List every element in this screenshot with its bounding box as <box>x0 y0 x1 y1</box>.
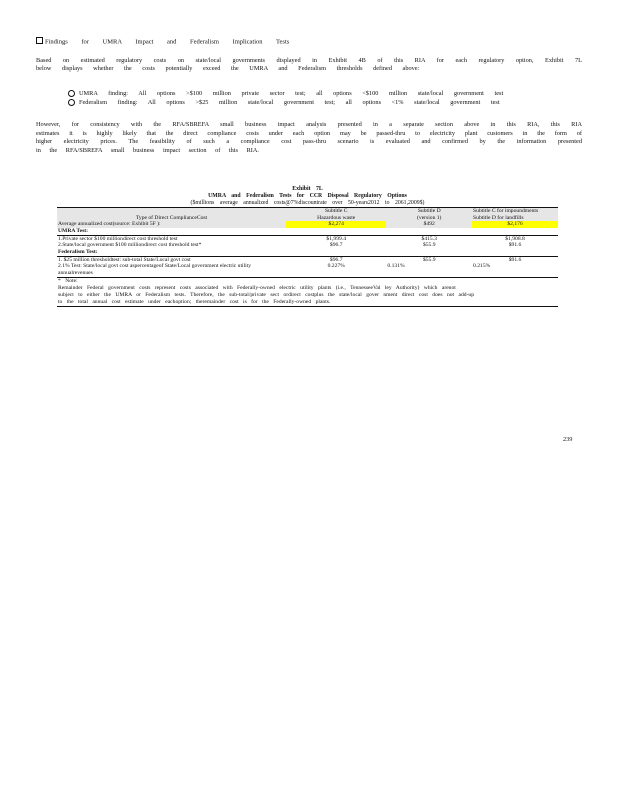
intro-line-1: Based on estimated regulatory costs on state/local governments displayed in Exhibit 4B of this RIA for each regulatory option, Exhibit 7L <box>36 57 582 64</box>
avg-cost-label: Average annualized cost(source: Exhibit 5F ): <box>57 221 286 228</box>
header-type <box>57 207 286 221</box>
header-subtitle-c <box>286 207 386 221</box>
header-cd-line1: Subtitle C for impoundments <box>473 207 539 214</box>
fed-row-1-c: $96.7 <box>286 256 386 263</box>
umra-finding-text: UMRA finding: All options >$100 million private sector test; all options <$100 million state/local government test <box>79 89 504 97</box>
exhibit-subtitle: UMRA and Federalism Tests for CCR Disposal Regulatory Options <box>208 192 407 199</box>
fed-row-2-cd: 0.215% <box>473 263 491 270</box>
federalism-finding-text: Federalism finding: All options >$25 million state/local government test; all options <1% state/local government test <box>79 98 500 106</box>
section-title <box>36 37 289 47</box>
header-subtitle-cd <box>472 207 558 221</box>
table-row <box>57 221 558 228</box>
exhibit-units: ($millions average annualized costs@7%discountrate over 50-years2012 to 2061,2009$) <box>190 199 425 206</box>
fed-row-2-label: 2.1% Test: State/local govt cost aspercentageof State/Local government electric utility annualrevenues <box>58 263 252 277</box>
passthru-line-2: estimates it is highly likely that the direct compliance costs under each option may be passed-thru to electricity plant customers in the form of <box>36 129 582 137</box>
avg-cost-c: $2,274 <box>286 221 386 228</box>
header-c-line1: Subtitle C <box>324 207 348 214</box>
table-row <box>57 228 558 235</box>
exhibit-heading <box>57 186 558 207</box>
header-subtitle-d <box>386 207 472 221</box>
fed-row-2-d: 0.131% <box>387 263 405 270</box>
federalism-finding-item <box>68 98 548 107</box>
header-type-label: Type of Direct ComplianceCost <box>135 214 208 221</box>
bullet-circle-icon <box>68 90 75 97</box>
passthru-line-4: in the RFA/SBREFA small business impact section of this RIA. <box>36 146 259 154</box>
exhibit-title: Exhibit 7L <box>292 186 323 192</box>
table-note <box>57 277 558 306</box>
page-number: 239 <box>563 436 573 443</box>
umra-finding-item <box>68 89 548 98</box>
avg-cost-d: $492 <box>386 221 472 228</box>
section-title-text: Findings for UMRA Impact and Federalism Implication Tests <box>45 38 290 46</box>
note-line-3: to the total annual cost estimate under eachoption; theremainder cost is for the Federally-owned plants. <box>58 298 331 305</box>
umra-row-2-d: $55.9 <box>422 242 436 249</box>
umra-heading: UMRA Test: <box>58 227 88 234</box>
table-row <box>57 249 558 256</box>
checkbox-icon <box>36 37 43 44</box>
umra-row-1-d: $415.3 <box>386 235 472 242</box>
umra-row-2-cd: $91.6 <box>508 242 522 249</box>
header-d-line1: Subtitle D <box>417 207 441 214</box>
note-line-1: Remainder Federal government costs represent costs associated with Federally-owned electric utility plants (i.e., TennesseeVal ley Authority) which arenot <box>58 284 456 291</box>
passthru-line-3: higher electricity prices. The feasibility of such a compliance cost pass-thru scenario is evaluated and confirmed by the information presented <box>36 138 582 146</box>
intro-paragraph <box>36 57 582 73</box>
fed-row-2-c: 0.227% <box>327 263 345 270</box>
exhibit-table <box>57 207 558 307</box>
fed-row-1-label: 1. $25 million thresholdtest: sub-total State/Local govt cost <box>57 256 286 263</box>
federalism-heading: Federalism Test: <box>58 249 98 256</box>
umra-row-1-label: 1.Private sector $100 milliondirect cost threshold test <box>57 235 286 242</box>
umra-row-2-label: 2.State/local government $100 milliondirect cost threshold test* <box>58 242 202 249</box>
table-row <box>57 277 558 306</box>
note-label: * Note: <box>58 277 78 284</box>
bullet-circle-icon <box>68 99 75 106</box>
fed-row-1-d: $55.9 <box>386 256 472 263</box>
passthru-line-1: However, for consistency with the RFA/SBREFA small business impact analysis presented in a separate section above in this RIA, this RIA <box>36 121 582 128</box>
table-row <box>57 263 558 277</box>
avg-cost-cd: $2,176 <box>472 221 558 228</box>
header-d-line2: (version 1) <box>417 214 442 221</box>
header-cd-line2: Subtitle D for landfills <box>473 214 524 221</box>
table-row <box>57 242 558 249</box>
findings-list <box>68 89 548 107</box>
table-header-row <box>57 207 558 221</box>
fed-row-1-cd: $91.6 <box>472 256 558 263</box>
exhibit-7l <box>57 186 558 307</box>
umra-row-2-c: $96.7 <box>329 242 343 249</box>
intro-line-2: below displays whether the costs potentially exceed the UMRA and Federalism thresholds defined above: <box>36 64 420 72</box>
umra-row-1-c: $1,999.4 <box>286 235 386 242</box>
note-line-2: subject to either the UMRA or Federalism tests. Therefore, the sub-total/private sect ordirect costplus the state/local gover nment direct cost does not add-up <box>58 291 475 298</box>
header-c-line2: Hazardous waste <box>317 214 356 221</box>
umra-row-1-cd: $1,908.8 <box>472 235 558 242</box>
passthru-paragraph <box>36 121 582 155</box>
